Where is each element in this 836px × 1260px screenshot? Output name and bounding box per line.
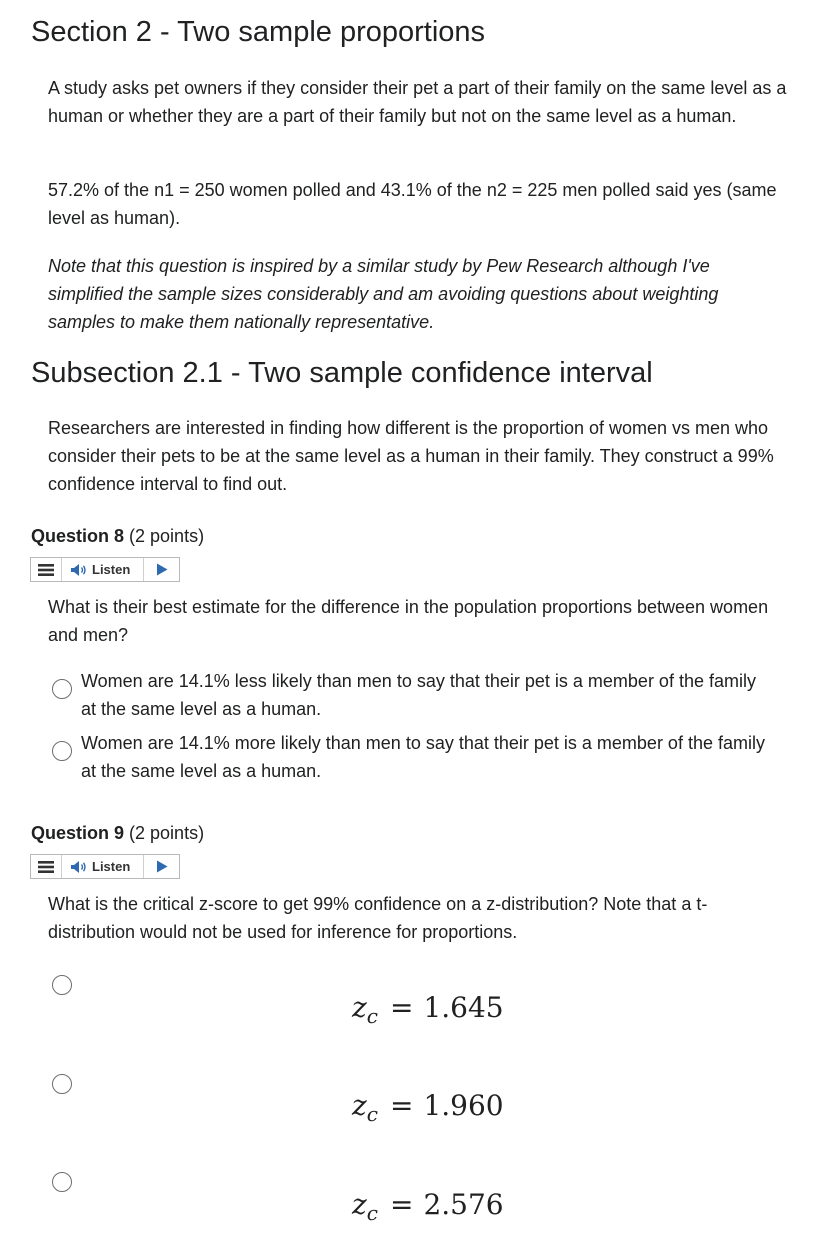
- play-icon: [156, 860, 168, 873]
- question-8-listen-toolbar: [30, 557, 180, 582]
- question-8-label: Question 8: [31, 526, 125, 546]
- formula-value: 1.645: [423, 991, 504, 1024]
- question-9-points: (2 points): [129, 823, 205, 843]
- question-9-option-2-radio[interactable]: [52, 1074, 72, 1094]
- question-8-prompt: What is their best estimate for the difference in the population proportions between women and men?: [48, 597, 769, 645]
- section-intro-paragraph: A study asks pet owners if they consider their pet a part of their family on the same level as a human or whether they are a part of their family but not on the same level as a human.: [48, 78, 787, 126]
- formula-operator: =: [389, 1188, 414, 1221]
- subsection-paragraph: Researchers are interested in finding how different is the proportion of women vs men who consider their pets to be at the same level as a human in their family. They construct a 99% confidence interval to find out.: [48, 418, 774, 494]
- question-9-option-3-formula: [352, 1188, 504, 1224]
- formula-subscript: c: [366, 1102, 378, 1126]
- question-9-listen-label: Listen: [92, 859, 131, 874]
- question-9-option-1-formula: [352, 991, 504, 1027]
- question-8-points: (2 points): [129, 526, 205, 546]
- formula-subscript: c: [366, 1201, 378, 1225]
- menu-icon: [38, 563, 54, 577]
- formula-variable: z: [352, 1089, 367, 1122]
- question-8-option-1-radio[interactable]: [52, 679, 72, 699]
- menu-icon: [38, 860, 54, 874]
- question-9-option-2-formula: [352, 1089, 504, 1125]
- play-icon: [156, 563, 168, 576]
- question-8-option-1-text: Women are 14.1% less likely than men to say that their pet is a member of the family at the same level as a human.: [81, 671, 756, 719]
- question-9-label: Question 9: [31, 823, 125, 843]
- question-9-listen-toolbar: [30, 854, 180, 879]
- section-note-paragraph: Note that this question is inspired by a similar study by Pew Research although I've simplified the sample sizes considerably and am avoiding questions about weighting samples to make them nationally representative.: [48, 256, 719, 332]
- section-title: Section 2 - Two sample proportions: [31, 16, 486, 48]
- formula-variable: z: [352, 991, 367, 1024]
- question-9-play-button[interactable]: [144, 855, 179, 878]
- question-8-option-2-radio[interactable]: [52, 741, 72, 761]
- question-8-header: [31, 524, 204, 548]
- speaker-icon: [70, 563, 88, 577]
- question-8-play-button[interactable]: [144, 558, 179, 581]
- question-9-option-1-radio[interactable]: [52, 975, 72, 995]
- speaker-icon: [70, 860, 88, 874]
- question-9-header: [31, 821, 204, 845]
- question-8-listen-label: Listen: [92, 562, 131, 577]
- question-9-prompt: What is the critical z-score to get 99% confidence on a z-distribution? Note that a t-distribution would not be used for inference for proportions.: [48, 894, 708, 942]
- formula-value: 1.960: [423, 1089, 504, 1122]
- subsection-title: Subsection 2.1 - Two sample confidence interval: [31, 357, 653, 389]
- question-9-option-3-radio[interactable]: [52, 1172, 72, 1192]
- question-9-menu-button[interactable]: [31, 855, 62, 878]
- section-data-paragraph: 57.2% of the n1 = 250 women polled and 43.1% of the n2 = 225 men polled said yes (same level as human).: [48, 180, 777, 228]
- question-9-listen-button[interactable]: [62, 855, 144, 878]
- formula-variable: z: [352, 1188, 367, 1221]
- question-8-menu-button[interactable]: [31, 558, 62, 581]
- formula-subscript: c: [366, 1004, 378, 1028]
- formula-value: 2.576: [423, 1188, 504, 1221]
- question-8-listen-button[interactable]: [62, 558, 144, 581]
- question-8-option-2-text: Women are 14.1% more likely than men to say that their pet is a member of the family at the same level as a human.: [81, 733, 765, 781]
- formula-operator: =: [389, 1089, 414, 1122]
- formula-operator: =: [389, 991, 414, 1024]
